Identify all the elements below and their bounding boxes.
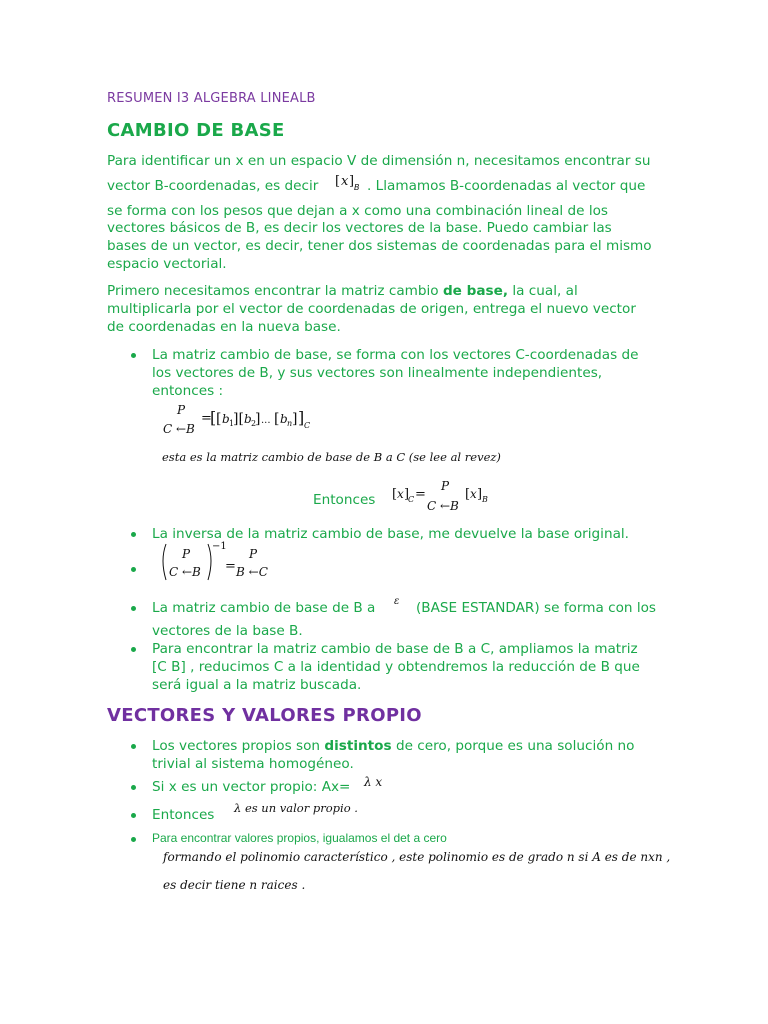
svg-text:=: = — [225, 559, 236, 574]
bold-de-base: de base, — [442, 283, 509, 299]
svg-text:P: P — [249, 547, 258, 561]
svg-text:[: [ — [216, 411, 222, 427]
svg-text:1: 1 — [229, 419, 235, 428]
bullet-text: Para encontrar valores propios, igualamos el det a cero — [152, 831, 447, 845]
svg-text:x: x — [397, 487, 404, 501]
bullet-dot — [131, 837, 136, 842]
svg-text:=: = — [415, 487, 426, 502]
bullet-text: vectores de la base B. — [152, 623, 303, 639]
bold-distintos: distintos — [324, 738, 392, 754]
paragraph-line: Primero necesitamos encontrar la matriz cambio de base, la cual, al — [107, 283, 578, 299]
bullet-text: La inversa de la matriz cambio de base, me devuelve la base original. — [152, 526, 629, 542]
bullet-dot — [131, 813, 136, 818]
bullet-text: entonces : — [152, 383, 224, 399]
bullet-dot — [131, 567, 136, 572]
svg-text:P: P — [182, 547, 191, 561]
svg-text:]: ] — [298, 408, 305, 427]
math-note: esta es la matriz cambio de base de B a C (se lee al revez) — [162, 450, 501, 464]
bullet-text: Los vectores propios son distintos de cero, porque es una solución no — [152, 738, 635, 754]
svg-text:]: ] — [477, 487, 483, 502]
document-header: RESUMEN I3 ALGEBRA LINEALB — [107, 91, 316, 106]
paragraph-line: Para identificar un x en un espacio V de dimensión n, necesitamos encontrar su — [107, 153, 651, 169]
svg-text:]: ] — [255, 411, 261, 427]
svg-text:B ←C: B ←C — [236, 565, 268, 579]
paragraph-line: multiplicarla por el vector de coordenadas de origen, entrega el nuevo vector — [107, 301, 636, 317]
math-epsilon: ε — [394, 596, 400, 607]
bullet-dot — [131, 353, 136, 358]
svg-text:[: [ — [465, 487, 471, 502]
paragraph-line: de coordenadas en la nueva base. — [107, 319, 341, 335]
bullet-dot — [131, 606, 136, 611]
math-lambda-valor-propio: λ es un valor propio . — [234, 801, 358, 815]
paragraph-line: vector B-coordenadas, es decir — [107, 178, 319, 194]
svg-text:][: ][ — [233, 411, 244, 427]
svg-text:[: [ — [210, 408, 217, 427]
svg-text:C: C — [304, 421, 311, 430]
bullet-dot — [131, 744, 136, 749]
svg-text:P: P — [177, 403, 186, 417]
svg-text:x: x — [470, 487, 477, 501]
svg-text:2: 2 — [251, 419, 257, 428]
svg-text:[: [ — [274, 411, 280, 427]
math-lambda-x: λ x — [364, 775, 383, 789]
bullet-text: [C B] , reducimos C a la identidad y obtendremos la reducción de B que — [152, 659, 640, 675]
svg-text:...: ... — [261, 415, 271, 426]
section-title-vectores-valores-propio: VECTORES Y VALORES PROPIO — [107, 705, 422, 726]
svg-text:b: b — [222, 412, 230, 426]
bullet-dot — [131, 785, 136, 790]
section-title-cambio-de-base: CAMBIO DE BASE — [107, 120, 285, 141]
entonces-label: Entonces — [313, 492, 376, 508]
svg-text:P: P — [441, 479, 450, 493]
paragraph-line: bases de un vector, es decir, tener dos sistemas de coordenadas para el mismo — [107, 238, 652, 254]
paragraph-line: . Llamamos B-coordenadas al vector que — [367, 178, 646, 194]
bullet-dot — [131, 647, 136, 652]
svg-text:]: ] — [292, 411, 298, 427]
svg-text:C ←B: C ←B — [169, 565, 201, 579]
bullet-text: Para encontrar la matriz cambio de base de B a C, ampliamos la matriz — [152, 641, 638, 657]
paragraph-line: se forma con los pesos que dejan a x como una combinación lineal de los — [107, 203, 609, 219]
svg-text:C: C — [408, 495, 415, 504]
bullet-text: La matriz cambio de base, se forma con los vectores C-coordenadas de — [152, 347, 639, 363]
svg-text:]: ] — [349, 174, 355, 189]
math-inverse-formula — [158, 540, 288, 586]
svg-text:b: b — [244, 412, 252, 426]
bullet-text: trivial al sistema homogéneo. — [152, 756, 354, 772]
svg-text:[: [ — [392, 487, 398, 502]
bullet-text: La matriz cambio de base de B a — [152, 600, 376, 616]
svg-text:C ←B: C ←B — [427, 499, 459, 513]
bullet-text: Si x es un vector propio: Ax= — [152, 779, 351, 795]
math-raices: es decir tiene n raices . — [163, 878, 306, 892]
math-coordinate-transform — [390, 478, 500, 518]
svg-text:−1: −1 — [212, 541, 227, 552]
svg-text:n: n — [287, 419, 293, 428]
svg-text:]: ] — [404, 487, 410, 502]
bullet-text: los vectores de B, y sus vectores son linealmente independientes, — [152, 365, 603, 381]
math-coord-x-b — [333, 170, 367, 196]
svg-text:C ←B: C ←B — [163, 422, 195, 436]
math-change-of-basis-matrix — [160, 400, 320, 440]
bullet-text: (BASE ESTANDAR) se forma con los — [416, 600, 657, 616]
svg-text:[: [ — [335, 174, 341, 189]
paragraph-line: espacio vectorial. — [107, 256, 227, 272]
paragraph-line: vectores básicos de B, es decir los vectores de la base. Puedo cambiar las — [107, 220, 612, 236]
svg-text:b: b — [280, 412, 288, 426]
svg-text:B: B — [354, 183, 360, 192]
svg-text:x: x — [341, 174, 349, 189]
bullet-text: será igual a la matriz buscada. — [152, 677, 362, 693]
svg-text:B: B — [482, 495, 488, 504]
svg-text:=: = — [201, 411, 212, 426]
bullet-dot — [131, 532, 136, 537]
bullet-text: Entonces — [152, 807, 215, 823]
math-polinomio: formando el polinomio característico , este polinomio es de grado n si A es de nxn , — [163, 850, 671, 864]
